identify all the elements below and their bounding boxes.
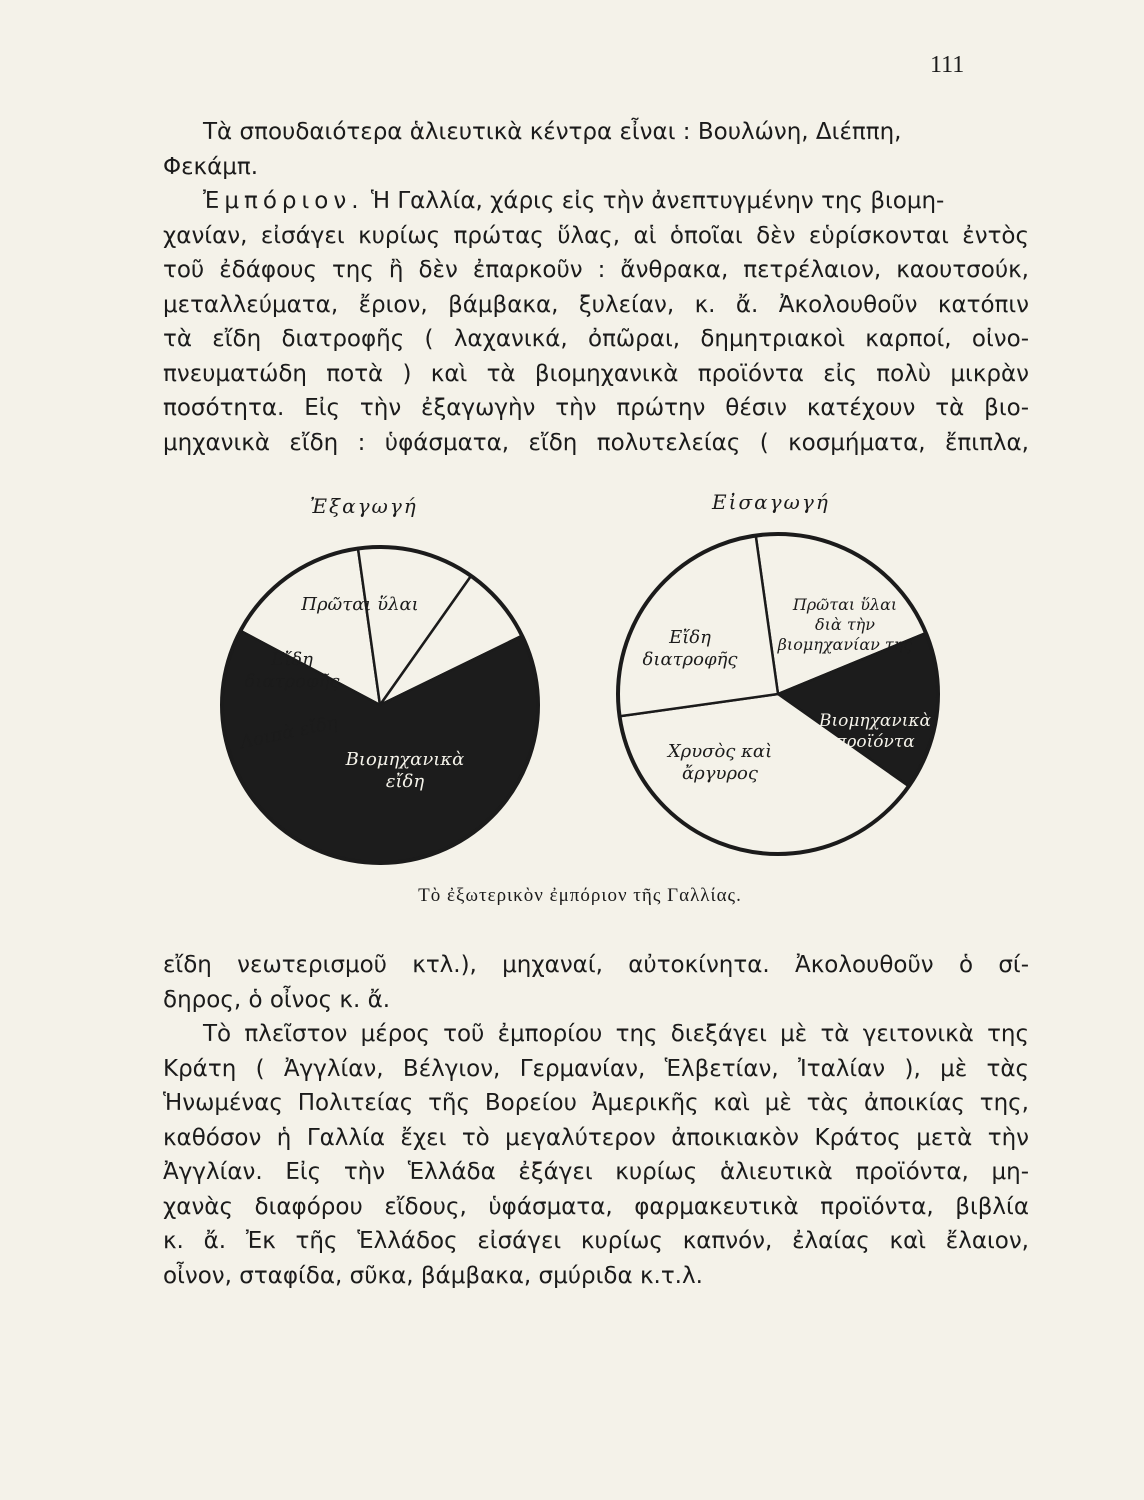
section-heading-emporion: Ἐμπόριον. bbox=[203, 188, 364, 214]
pie-slice bbox=[618, 536, 778, 717]
import-chart-title: Εἰσαγωγή bbox=[712, 490, 830, 514]
text-line: Τὸ πλεῖστον μέρος τοῦ ἐμπορίου της διεξάγει μὲ τὰ γειτονικὰ της bbox=[203, 1021, 1029, 1047]
text-line: μεταλλεύματα, ἔριον, βάμβακα, ξυλείαν, κ. ἄ. Ἀκολουθοῦν κατόπιν bbox=[163, 291, 1029, 318]
export-chart-title: Ἐξαγωγή bbox=[310, 494, 418, 518]
text-line: πνευματώδη ποτὰ ) καὶ τὰ βιομηχανικὰ προϊόντα εἰς πολὺ μικρὰν bbox=[163, 360, 1029, 387]
slice-label: Χρυσὸς καὶ ἄργυρος bbox=[667, 741, 773, 784]
text-line: μηχανικὰ εἴδη : ὑφάσματα, εἴδη πολυτελείας ( κοσμήματα, ἔπιπλα, bbox=[163, 429, 1029, 456]
text-line: Φεκάμπ. bbox=[163, 153, 259, 180]
text-line: ποσότητα. Εἰς τὴν ἐξαγωγὴν τὴν πρώτην θέσιν κατέχουν τὰ βιο- bbox=[163, 395, 1029, 421]
slice-label: Εἴδη διατροφῆς bbox=[642, 627, 738, 670]
pie-charts-svg bbox=[0, 470, 1144, 880]
slice-label: Πρῶται ὕλαι διὰ τὴν βιομηχανίαν της bbox=[777, 595, 913, 654]
page-number: 111 bbox=[930, 52, 965, 78]
slice-label: Βιομηχανικὰ εἴδη bbox=[345, 749, 465, 792]
slice-label: Λοιπὰ εἴδη bbox=[238, 712, 340, 754]
text-line: οἶνον, σταφίδα, σῦκα, βάμβακα, σμύριδα κ.τ.λ. bbox=[163, 1262, 703, 1289]
text-line: χανίαν, εἰσάγει κυρίως πρώτας ὕλας, αἱ ὁποῖαι δὲν εὑρίσκονται ἐντὸς bbox=[163, 222, 1029, 249]
text-line: Ἀγγλίαν. Εἰς τὴν Ἑλλάδα ἐξάγει κυρίως ἁλιευτικὰ προϊόντα, μη- bbox=[163, 1159, 1029, 1185]
text-line: Τὰ σπουδαιότερα ἁλιευτικὰ κέντρα εἶναι : Βουλώνη, Διέππη, bbox=[203, 119, 902, 145]
figure-caption: Τὸ ἐξωτερικὸν ἐμπόριον τῆς Γαλλίας. bbox=[418, 885, 742, 906]
text-line: Ἡνωμένας Πολιτείας τῆς Βορείου Ἀμερικῆς καὶ μὲ τὰς ἀποικίας της, bbox=[163, 1090, 1029, 1116]
top-paragraph bbox=[163, 115, 1029, 460]
slice-label: Πρῶται ὕλαι bbox=[301, 594, 419, 615]
text-line: Κράτη ( Ἀγγλίαν, Βέλγιον, Γερμανίαν, Ἑλβετίαν, Ἰταλίαν ), μὲ τὰς bbox=[163, 1055, 1029, 1082]
text-line: χανὰς διαφόρου εἴδους, ὑφάσματα, φαρμακευτικὰ προϊόντα, βιβλία bbox=[163, 1193, 1029, 1220]
bottom-paragraph bbox=[163, 948, 1029, 1293]
text-line: τοῦ ἐδάφους της ἢ δὲν ἐπαρκοῦν : ἄνθρακα, πετρέλαιον, καουτσούκ, bbox=[163, 257, 1029, 283]
text-line: δηρος, ὁ οἶνος κ. ἄ. bbox=[163, 986, 391, 1013]
text-line: εἴδη νεωτερισμοῦ κτλ.), μηχαναί, αὐτοκίνητα. Ἀκολουθοῦν ὁ σί- bbox=[163, 952, 1029, 978]
text-line: καθόσον ἡ Γαλλία ἔχει τὸ μεγαλύτερον ἀποικιακὸν Κράτος μετὰ τὴν bbox=[163, 1124, 1029, 1151]
text-line: κ. ἄ. Ἐκ τῆς Ἑλλάδος εἰσάγει κυρίως καπνόν, ἐλαίας καὶ ἔλαιον, bbox=[163, 1228, 1029, 1254]
slice-label: Εἴδη διατροφῆς bbox=[244, 649, 340, 692]
text-line: τὰ εἴδη διατροφῆς ( λαχανικά, ὀπῶραι, δημητριακοὶ καρποί, οἰνο- bbox=[163, 326, 1029, 352]
slice-label: Βιομηχανικὰ προϊόντα bbox=[818, 711, 932, 752]
pie-charts-figure bbox=[0, 470, 1144, 930]
text-fragment: Ἡ Γαλλία, χάρις εἰς τὴν ἀνεπτυγμένην της βιομη- bbox=[370, 188, 945, 214]
text-line bbox=[163, 184, 1029, 219]
